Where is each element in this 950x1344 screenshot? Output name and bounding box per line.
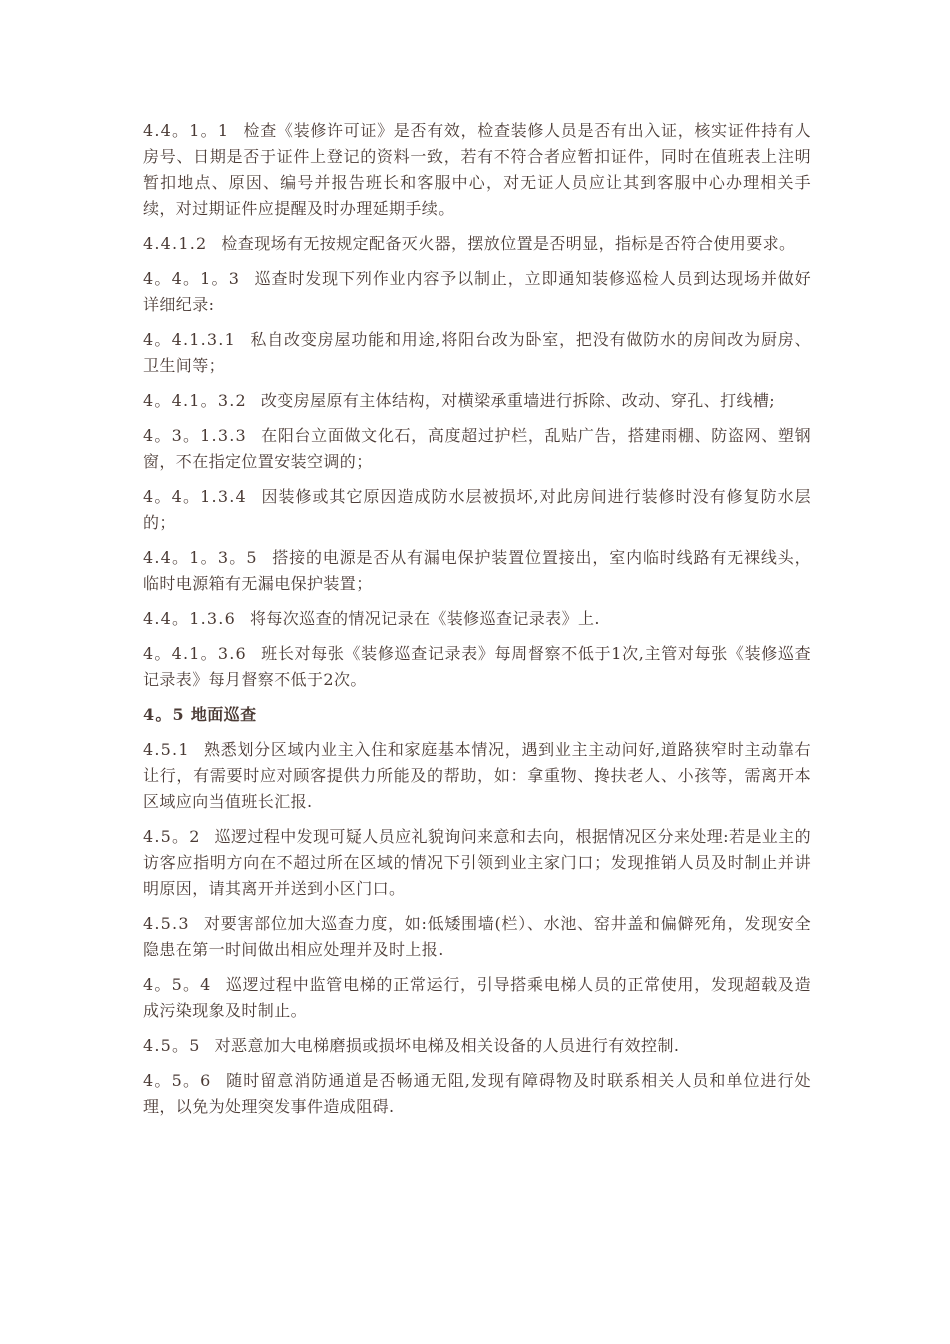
paragraph-4-4-1-2 [143,231,811,257]
clause-number: 4。4。1。3 [143,269,241,288]
clause-text: 因装修或其它原因造成防水层被损坏,对此房间进行装修时没有修复防水层的； [143,487,811,532]
paragraph-4-5-3 [143,911,811,963]
paragraph-4-5-2 [143,824,811,902]
clause-text: 检查《装修许可证》是否有效，检查装修人员是否有出入证，核实证件持有人房号、日期是否于证件上登记的资料一致，若有不符合者应暂扣证件，同时在值班表上注明暂扣地点、原因、编号并报告班长和客服中心，对无证人员应让其到客服中心办理相关手续，对过期证件应提醒及时办理延期手续。 [143,121,811,218]
section-heading-4-5 [143,702,811,728]
clause-number: 4。5。6 [143,1071,212,1090]
paragraph-4-4-1-3-2 [143,388,811,414]
clause-text: 对要害部位加大巡查力度，如:低矮围墙(栏）、水池、窑井盖和偏僻死角，发现安全隐患在第一时间做出相应处理并及时上报. [143,914,811,959]
clause-number: 4。4.1。3.6 [143,644,247,663]
paragraph-4-4-1-3-4 [143,484,811,536]
paragraph-4-3-1-3-3 [143,423,811,475]
clause-number: 4.4。1.3.6 [143,609,236,628]
paragraph-4-5-6 [143,1068,811,1120]
paragraph-4-4-1-3-6 [143,606,811,632]
clause-text: 将每次巡查的情况记录在《装修巡查记录表》上. [249,609,600,628]
clause-number: 4.5。2 [143,827,201,846]
clause-text: 检查现场有无按规定配备灭火器，摆放位置是否明显，指标是否符合使用要求。 [221,234,796,253]
section-title: 地面巡查 [190,705,257,724]
clause-number: 4.4.1.2 [143,234,208,253]
paragraph-4-4-1-3-6-b [143,641,811,693]
section-number: 4。5 [143,705,185,724]
clause-text: 巡逻过程中发现可疑人员应礼貌询问来意和去向，根据情况区分来处理:若是业主的访客应指明方向在不超过所在区域的情况下引领到业主家门口；发现推销人员及时制止并讲明原因，请其离开并送到小区门口。 [143,827,811,898]
clause-text: 班长对每张《装修巡查记录表》每周督察不低于1次,主管对每张《装修巡查记录表》每月督察不低于2次。 [143,644,811,689]
paragraph-4-5-4 [143,972,811,1024]
clause-number: 4。5。4 [143,975,212,994]
clause-number: 4.5.1 [143,740,190,759]
clause-text: 改变房屋原有主体结构，对横梁承重墙进行拆除、改动、穿孔、打线槽; [260,391,776,410]
clause-text: 巡逻过程中监管电梯的正常运行，引导搭乘电梯人员的正常使用，发现超载及造成污染现象及时制止。 [143,975,811,1020]
paragraph-4-4-1-1 [143,118,811,222]
clause-text: 熟悉划分区域内业主入住和家庭基本情况，遇到业主主动问好,道路狭窄时主动靠右让行，有需要时应对顾客提供力所能及的帮助，如：拿重物、搀扶老人、小孩等，需离开本区域应向当值班长汇报. [143,740,811,811]
paragraph-4-5-1 [143,737,811,815]
paragraph-4-4-1-3 [143,266,811,318]
clause-text: 巡查时发现下列作业内容予以制止，立即通知装修巡检人员到达现场并做好详细纪录: [143,269,811,314]
clause-text: 搭接的电源是否从有漏电保护装置位置接出，室内临时线路有无裸线头，临时电源箱有无漏电保护装置； [143,548,811,593]
clause-number: 4.5。5 [143,1036,201,1055]
clause-number: 4.4。1。1 [143,121,230,140]
paragraph-4-4-1-3-1 [143,327,811,379]
document-body [143,118,811,1129]
clause-number: 4.4。1。3。5 [143,548,258,567]
paragraph-4-5-5 [143,1033,811,1059]
clause-text: 随时留意消防通道是否畅通无阻,发现有障碍物及时联系相关人员和单位进行处理，以免为处理突发事件造成阻碍. [143,1071,811,1116]
clause-number: 4。4.1。3.2 [143,391,247,410]
clause-text: 对恶意加大电梯磨损或损坏电梯及相关设备的人员进行有效控制. [214,1036,680,1055]
clause-number: 4。4。1.3.4 [143,487,247,506]
clause-number: 4.5.3 [143,914,190,933]
clause-number: 4。4.1.3.1 [143,330,236,349]
clause-text: 私自改变房屋功能和用途,将阳台改为卧室，把没有做防水的房间改为厨房、卫生间等； [143,330,811,375]
paragraph-4-4-1-3-5 [143,545,811,597]
clause-text: 在阳台立面做文化石，高度超过护栏，乱贴广告，搭建雨棚、防盗网、塑钢窗，不在指定位置安装空调的； [143,426,811,471]
clause-number: 4。3。1.3.3 [143,426,247,445]
